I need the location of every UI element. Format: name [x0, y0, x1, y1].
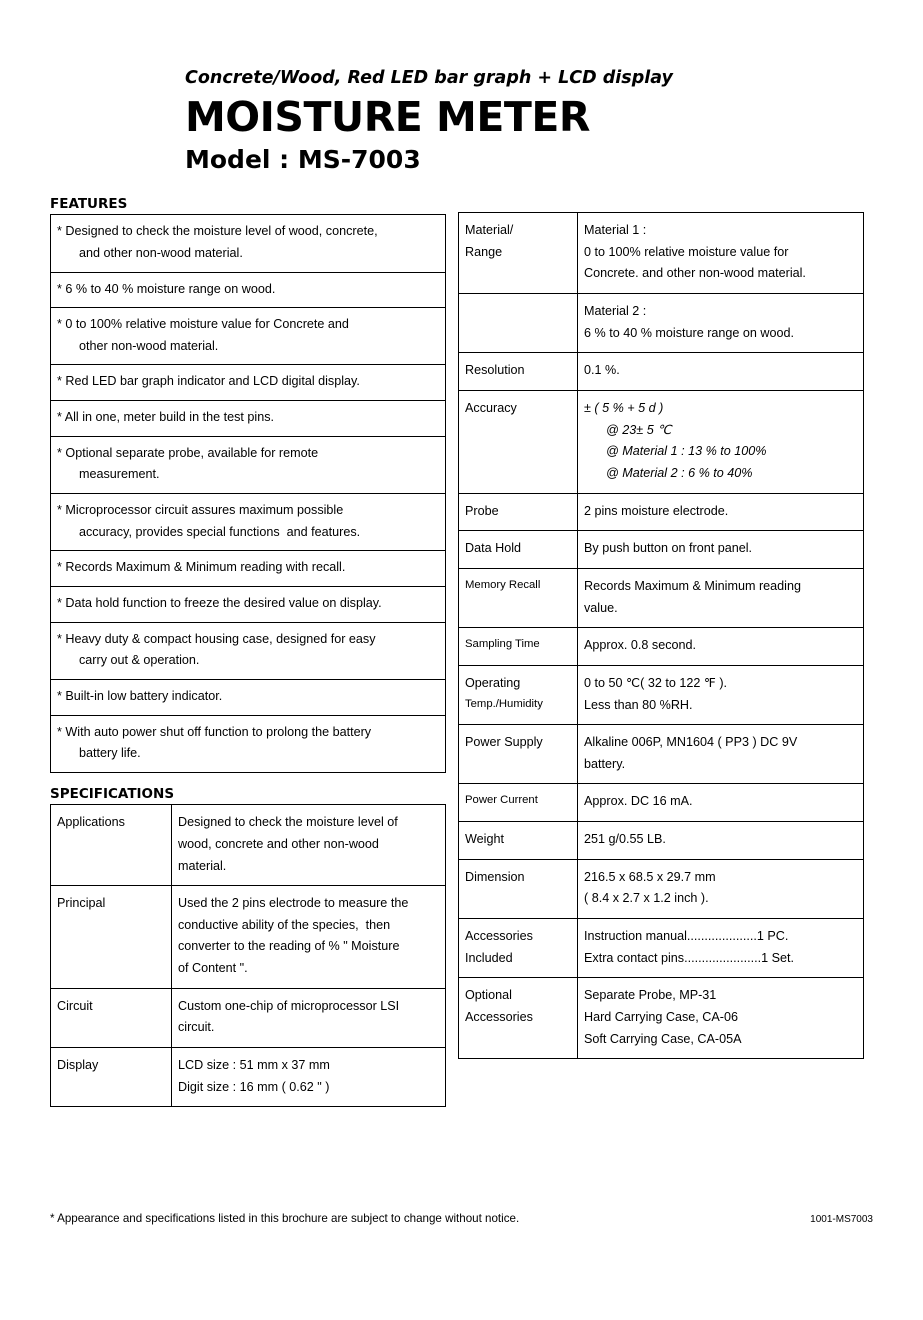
table-row	[459, 568, 864, 627]
spec-value-line: Approx. 0.8 second.	[584, 638, 697, 653]
spec-value-line: @ Material 1 : 13 % to 100%	[606, 444, 767, 459]
feature-line: * Red LED bar graph indicator and LCD digital display.	[57, 374, 360, 389]
spec-label	[459, 531, 578, 569]
spec-value	[172, 1048, 446, 1107]
table-row	[51, 680, 446, 716]
table-row	[459, 390, 864, 493]
feature-line: * Microprocessor circuit assures maximum possible	[57, 503, 344, 518]
feature-line: * With auto power shut off function to prolong the battery	[57, 724, 372, 739]
table-row	[51, 988, 446, 1047]
table-row	[51, 436, 446, 493]
table-row	[51, 805, 446, 886]
table-row	[459, 531, 864, 569]
spec-label	[459, 353, 578, 391]
spec-value-line: By push button on front panel.	[584, 541, 753, 556]
spec-label	[459, 293, 578, 352]
feature-item	[51, 308, 446, 365]
table-row	[459, 628, 864, 666]
spec-label-line: Power Current	[465, 794, 538, 807]
spec-value-line: ± ( 5 % + 5 d )	[584, 400, 664, 415]
spec-label	[459, 822, 578, 860]
table-row	[51, 715, 446, 772]
spec-value-line: Designed to check the moisture level of	[178, 815, 398, 830]
feature-item	[51, 365, 446, 401]
spec-value-line: Approx. DC 16 mA.	[584, 794, 693, 809]
spec-value	[172, 805, 446, 886]
feature-line: * Data hold function to freeze the desired value on display.	[57, 596, 382, 611]
spec-label-line: Operating	[465, 675, 521, 690]
spec-value-line: ( 8.4 x 2.7 x 1.2 inch ).	[584, 891, 709, 906]
feature-line: battery life.	[79, 746, 141, 761]
spec-value-line: @ Material 2 : 6 % to 40%	[606, 465, 753, 480]
spec-value	[578, 628, 864, 666]
spec-value	[578, 390, 864, 493]
spec-label-line: Accuracy	[465, 400, 517, 415]
spec-label-line: Optional	[465, 988, 512, 1003]
spec-label-line: Range	[465, 244, 503, 259]
spec-label-line: Temp./Humidity	[465, 697, 543, 710]
spec-label-line: Memory Recall	[465, 578, 541, 591]
spec-value-line: material.	[178, 858, 227, 873]
spec-value	[578, 784, 864, 822]
spec-value-line: 0 to 50 ℃( 32 to 122 ℉ ).	[584, 675, 728, 690]
feature-line: measurement.	[79, 467, 160, 482]
spec-label	[459, 725, 578, 784]
spec-label	[459, 390, 578, 493]
spec-value-line: LCD size : 51 mm x 37 mm	[178, 1058, 330, 1073]
feature-item	[51, 551, 446, 587]
spec-value-line: Separate Probe, MP-31	[584, 988, 717, 1003]
spec-value-line: @ 23± 5 ℃	[606, 422, 672, 437]
spec-value	[578, 568, 864, 627]
table-row	[51, 365, 446, 401]
spec-label	[459, 568, 578, 627]
table-row	[459, 822, 864, 860]
spec-label-line: Material/	[465, 223, 514, 237]
spec-label	[459, 978, 578, 1059]
specifications-table-left	[50, 804, 446, 1107]
model-number: Model : MS-7003	[185, 145, 421, 175]
spec-value	[578, 859, 864, 918]
spec-value-line: 6 % to 40 % moisture range on wood.	[584, 325, 795, 340]
spec-value-line: converter to the reading of % " Moisture	[178, 939, 400, 954]
spec-label-line: Principal	[57, 896, 106, 911]
table-row	[459, 213, 864, 294]
table-row	[459, 784, 864, 822]
feature-line: * 0 to 100% relative moisture value for Concrete and	[57, 317, 349, 332]
features-heading: FEATURES	[50, 196, 128, 212]
table-row	[51, 401, 446, 437]
feature-line: other non-wood material.	[79, 338, 219, 353]
feature-line: * Designed to check the moisture level of wood, concrete,	[57, 224, 378, 239]
spec-label	[51, 886, 172, 989]
spec-label-line: Applications	[57, 815, 125, 830]
feature-item	[51, 272, 446, 308]
table-row	[459, 493, 864, 531]
table-row	[459, 665, 864, 724]
spec-label-line: Probe	[465, 503, 499, 518]
spec-label	[459, 493, 578, 531]
spec-value-line: Soft Carrying Case, CA-05A	[584, 1031, 742, 1046]
spec-value-line: Records Maximum & Minimum reading	[584, 578, 801, 593]
table-row	[51, 215, 446, 272]
spec-value-line: 0.1 %.	[584, 363, 620, 378]
footer-document-code: 1001-MS7003	[810, 1214, 873, 1225]
table-row	[51, 1048, 446, 1107]
spec-value-line: circuit.	[178, 1020, 215, 1035]
spec-label	[459, 784, 578, 822]
right-column	[458, 212, 864, 1059]
spec-value	[578, 213, 864, 294]
spec-value-line: Extra contact pins......................1 Set.	[584, 950, 794, 965]
spec-value	[578, 293, 864, 352]
spec-value-line: battery.	[584, 756, 626, 771]
spec-label-line: Sampling Time	[465, 638, 540, 651]
spec-label-line: Display	[57, 1058, 99, 1073]
spec-value-line: Digit size : 16 mm ( 0.62 " )	[178, 1079, 330, 1094]
footer-note: * Appearance and specifications listed in this brochure are subject to change without notice.	[50, 1212, 520, 1225]
spec-label	[459, 919, 578, 978]
spec-value-line: Hard Carrying Case, CA-06	[584, 1010, 738, 1025]
spec-value-line: Alkaline 006P, MN1604 ( PP3 ) DC 9V	[584, 735, 798, 750]
feature-item	[51, 587, 446, 623]
spec-value-line: Instruction manual....................1 PC.	[584, 929, 789, 944]
spec-value-line: value.	[584, 600, 618, 615]
feature-line: accuracy, provides special functions and features.	[79, 524, 361, 539]
feature-line: carry out & operation.	[79, 653, 200, 668]
feature-line: * 6 % to 40 % moisture range on wood.	[57, 281, 276, 296]
table-row	[459, 978, 864, 1059]
table-row	[51, 494, 446, 551]
table-row	[459, 293, 864, 352]
table-row	[51, 272, 446, 308]
spec-label-line: Accessories	[465, 1010, 533, 1025]
spec-value	[578, 725, 864, 784]
feature-item	[51, 494, 446, 551]
spec-label-line: Power Supply	[465, 735, 543, 750]
table-row	[51, 622, 446, 679]
table-row	[459, 353, 864, 391]
spec-label	[459, 859, 578, 918]
feature-line: * All in one, meter build in the test pins.	[57, 410, 275, 425]
feature-item	[51, 715, 446, 772]
spec-label	[51, 1048, 172, 1107]
spec-value-line: 2 pins moisture electrode.	[584, 503, 729, 518]
spec-value	[578, 531, 864, 569]
spec-value-line: of Content ".	[178, 961, 248, 976]
spec-label-line: Included	[465, 950, 513, 965]
feature-line: * Records Maximum & Minimum reading with recall.	[57, 560, 346, 575]
spec-label	[459, 213, 578, 294]
spec-label-line: Data Hold	[465, 541, 522, 556]
spec-value	[578, 978, 864, 1059]
spec-value	[578, 919, 864, 978]
features-table	[50, 214, 446, 773]
spec-label	[459, 665, 578, 724]
spec-label	[459, 628, 578, 666]
table-row	[51, 551, 446, 587]
spec-value-line: 216.5 x 68.5 x 29.7 mm	[584, 869, 716, 884]
spec-label	[51, 805, 172, 886]
spec-value	[578, 822, 864, 860]
spec-value-line: 0 to 100% relative moisture value for	[584, 244, 789, 259]
spec-label-line: Accessories	[465, 929, 533, 944]
spec-value	[578, 665, 864, 724]
feature-item	[51, 680, 446, 716]
feature-item	[51, 436, 446, 493]
feature-item	[51, 622, 446, 679]
page-title: MOISTURE METER	[185, 93, 590, 141]
spec-value	[578, 353, 864, 391]
spec-value-line: Concrete. and other non-wood material.	[584, 266, 806, 281]
product-kicker: Concrete/Wood, Red LED bar graph + LCD display	[185, 68, 673, 88]
spec-value-line: conductive ability of the species, then	[178, 917, 391, 932]
feature-line: * Optional separate probe, available for remote	[57, 445, 319, 460]
table-row	[51, 308, 446, 365]
page-header	[185, 0, 923, 175]
spec-value	[172, 988, 446, 1047]
spec-value-line: Less than 80 %RH.	[584, 697, 693, 712]
spec-value-line: Material 1 :	[584, 223, 647, 237]
table-row	[459, 919, 864, 978]
spec-label-line: Resolution	[465, 363, 525, 378]
specifications-heading: SPECIFICATIONS	[50, 786, 175, 802]
spec-value-line: wood, concrete and other non-wood	[178, 836, 379, 851]
feature-line: * Heavy duty & compact housing case, designed for easy	[57, 631, 376, 646]
spec-value-line: Used the 2 pins electrode to measure the	[178, 896, 409, 911]
spec-label-line: Circuit	[57, 998, 93, 1013]
table-row	[51, 886, 446, 989]
spec-label-line: Weight	[465, 832, 504, 847]
spec-value	[578, 493, 864, 531]
table-row	[459, 859, 864, 918]
spec-value	[172, 886, 446, 989]
spec-value-line: 251 g/0.55 LB.	[584, 832, 666, 847]
footer	[50, 1212, 873, 1225]
spec-value-line: Material 2 :	[584, 303, 647, 318]
left-column	[50, 196, 446, 1107]
feature-item	[51, 401, 446, 437]
feature-item	[51, 215, 446, 272]
table-row	[51, 587, 446, 623]
feature-line: and other non-wood material.	[79, 245, 243, 260]
spec-value-line: Custom one-chip of microprocessor LSI	[178, 998, 400, 1013]
spec-label	[51, 988, 172, 1047]
feature-line: * Built-in low battery indicator.	[57, 689, 223, 704]
specifications-table-right	[458, 212, 864, 1059]
table-row	[459, 725, 864, 784]
spec-label-line: Dimension	[465, 869, 525, 884]
